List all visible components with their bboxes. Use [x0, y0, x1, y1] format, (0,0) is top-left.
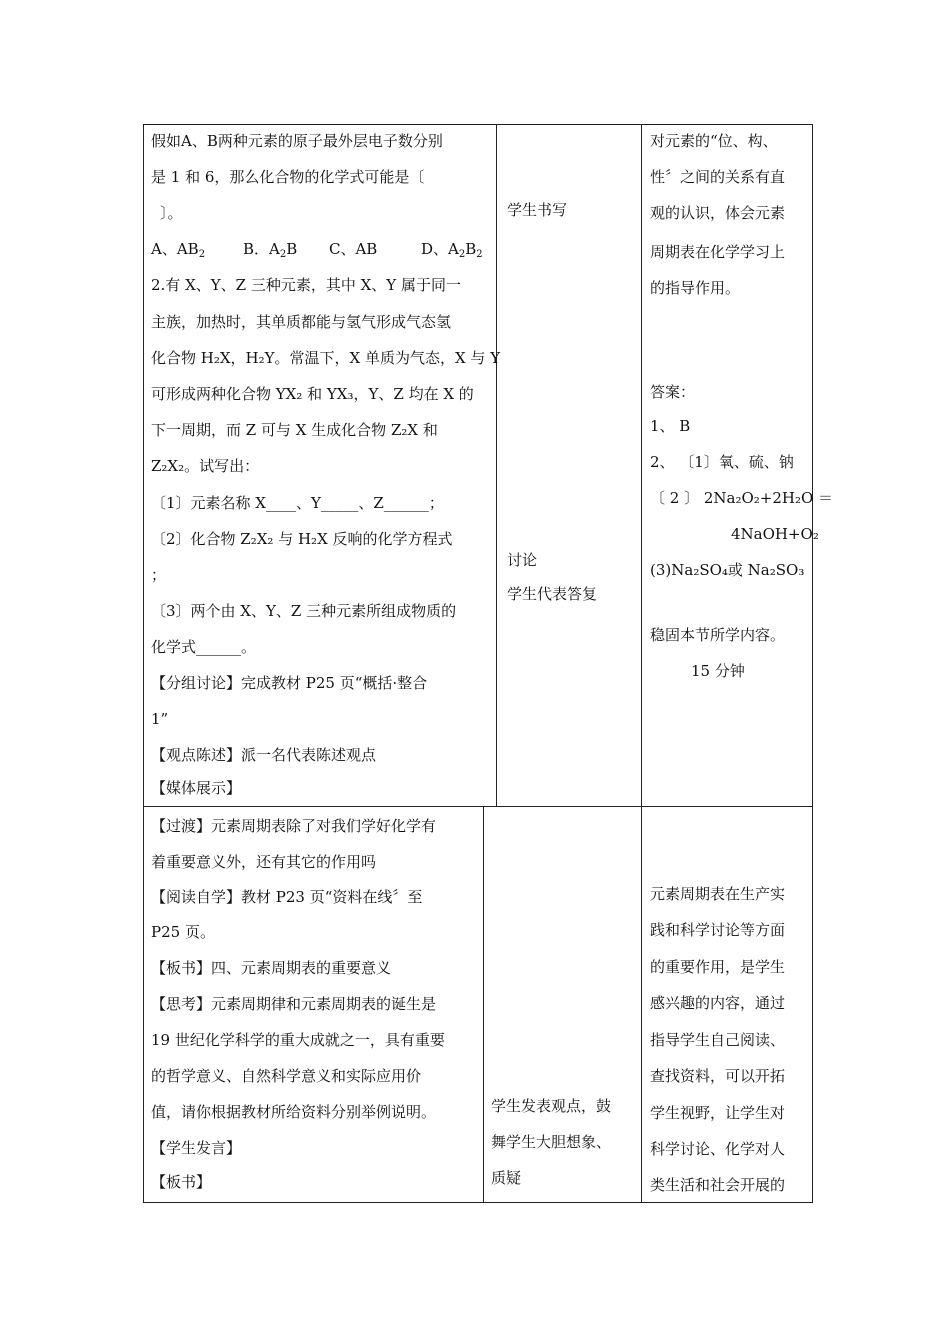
row2-left-line-5: 【板书】四、元素周期表的重要意义: [151, 959, 392, 977]
student-writing: 学生书写: [507, 201, 568, 219]
discussion-label: 讨论: [507, 551, 538, 569]
intent-line-2: 性〞之间的关系有直: [650, 168, 786, 186]
table-right-border: [812, 124, 813, 1203]
row-divider: [143, 806, 813, 807]
answers-title: 答案：: [650, 383, 696, 401]
consolidate-note: 稳固本节所学内容。: [650, 626, 786, 644]
row2-left-line-6: 【思考】元素周期律和元素周期表的诞生是: [151, 995, 437, 1013]
row2-middle-line-1: 学生发表观点，鼓: [491, 1097, 612, 1115]
q1-option-d: D、$A_2B_2$: [421, 240, 483, 260]
table-top-border: [143, 124, 813, 125]
table-left-border: [143, 124, 144, 1203]
answer-2-line-3: 4NaOH+O₂: [731, 525, 819, 543]
row2-left-line-1: 【过渡】元素周期表除了对我们学好化学有: [151, 817, 437, 835]
row2-middle-line-2: 舞学生大胆想象、: [491, 1133, 612, 1151]
row2-right-line-6: 查找资料，可以开拓: [650, 1067, 786, 1085]
q2-line-4: 可形成两种化合物 YX₂ 和 YX₃，Y、Z 均在 X 的: [151, 385, 474, 403]
q2-sub-3-line-1: 〔3〕两个由 X、Y、Z 三种元素所组成物质的: [151, 602, 457, 620]
intent-line-4: 周期表在化学学习上: [650, 243, 786, 261]
q2-line-5: 下一周期，而 Z 可与 X 生成化合物 Z₂X 和: [151, 421, 438, 439]
q2-line-6: Z₂X₂。试写出：: [151, 457, 260, 475]
student-rep-answer: 学生代表答复: [507, 585, 598, 603]
row1-col-divider-2: [641, 124, 642, 807]
q1-option-a: A、$AB_2$: [151, 240, 206, 260]
intent-line-5: 的指导作用。: [650, 279, 741, 297]
q2-sub-1: 〔1〕元素名称 X____、Y_____、Z______；: [151, 494, 444, 512]
answer-1: 1、 B: [650, 417, 691, 435]
intent-line-1: 对元素的“位、构、: [650, 132, 778, 150]
q2-line-1: 2.有 X、Y、Z 三种元素，其中 X、Y 属于同一: [151, 276, 461, 294]
q2-line-3: 化合物 H₂X，H₂Y。常温下，X 单质为气态，X 与 Y: [151, 349, 501, 367]
viewpoint-statement: 【观点陈述】派一名代表陈述观点: [151, 746, 377, 764]
row2-left-line-3: 【阅读自学】教材 P23 页“资料在线〞至: [151, 888, 423, 906]
q1-option-b: B．$A_2B$: [243, 240, 298, 260]
q1-line-1: 假如A、B两种元素的原子最外层电子数分别: [151, 132, 443, 150]
q1-options: [151, 239, 487, 259]
row2-left-line-10: 【学生发言】: [151, 1139, 242, 1157]
row2-right-line-1: 元素周期表在生产实: [650, 885, 786, 903]
row2-left-line-4: P25 页。: [151, 923, 215, 941]
row2-left-line-8: 的哲学意义、自然科学意义和实际应用价: [151, 1067, 422, 1085]
media-display: 【媒体展示】: [151, 779, 242, 797]
row1-col-divider-1: [496, 124, 497, 807]
row2-right-line-4: 感兴趣的内容，通过: [650, 994, 786, 1012]
q2-line-2: 主族，加热时，其单质都能与氢气形成气态氢: [151, 313, 452, 331]
row2-right-line-5: 指导学生自己阅读、: [650, 1031, 786, 1049]
group-discussion-line-1: 【分组讨论】完成教材 P25 页“概括·整合: [151, 674, 428, 692]
row2-right-line-3: 的重要作用，是学生: [650, 958, 786, 976]
q1-line-2: [151, 167, 487, 187]
q1-option-c: C、AB: [329, 240, 378, 258]
row2-right-line-7: 学生视野，让学生对: [650, 1104, 786, 1122]
time-note: 15 分钟: [691, 662, 745, 680]
row2-right-line-2: 践和科学讨论等方面: [650, 921, 786, 939]
row2-right-line-8: 科学讨论、化学对人: [650, 1140, 786, 1158]
answer-2-line-1: 2、 〔1〕氧、硫、钠: [650, 453, 794, 471]
row2-left-line-2: 着重要意义外，还有其它的作用吗: [151, 853, 377, 871]
row2-right-line-9: 类生活和社会开展的: [650, 1176, 786, 1194]
row2-col-divider-2: [641, 806, 642, 1203]
answer-2-line-4: (3)Na₂SO₄或 Na₂SO₃: [650, 561, 805, 579]
table-bottom-border: [143, 1202, 813, 1203]
answer-2-line-2: 〔 2 〕 2Na₂O₂+2H₂O ＝: [650, 489, 834, 507]
row2-left-line-9: 值，请你根据教材所给资料分别举例说明。: [151, 1103, 437, 1121]
row2-left-line-7: 19 世纪化学科学的重大成就之一，具有重要: [151, 1031, 445, 1049]
row2-left-line-11: 【板书】: [151, 1173, 212, 1191]
q1-line-3: 〕。: [160, 204, 183, 222]
q2-sub-2-cont: ；: [151, 566, 167, 584]
group-discussion-line-2: 1”: [151, 710, 169, 728]
row2-col-divider-1: [483, 806, 484, 1203]
q2-sub-2: 〔2〕化合物 Z₂X₂ 与 H₂X 反响的化学方程式: [151, 530, 453, 548]
q2-sub-3-line-2: 化学式______。: [151, 638, 257, 656]
row2-middle-line-3: 质疑: [491, 1169, 522, 1187]
intent-line-3: 观的认识，体会元素: [650, 204, 786, 222]
q1-line-2-text: 是 1 和 6，那么化合物的化学式可能是〔: [151, 168, 425, 186]
